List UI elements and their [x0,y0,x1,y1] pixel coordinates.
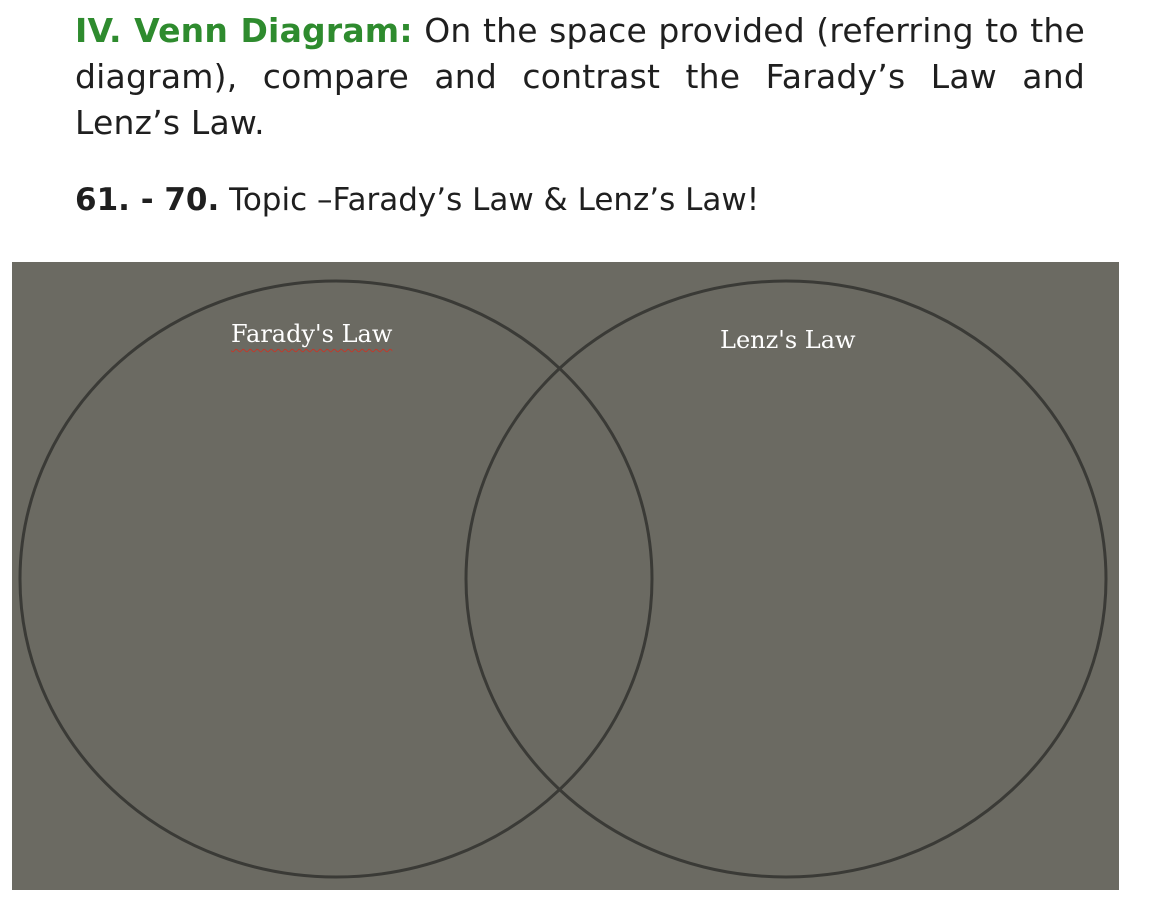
topic-text: Topic –Farady’s Law & Lenz’s Law! [229,182,760,218]
instructions-paragraph [75,8,1085,146]
venn-diagram-panel [12,262,1119,890]
item-numbers: 61. - 70. [75,182,220,218]
faraday-law-label: Farady's Law [231,320,393,348]
lenz-law-label: Lenz's Law [720,326,856,354]
topic-line [75,178,759,222]
venn-diagram [12,262,1119,890]
section-heading: IV. Venn Diagram: [75,11,413,50]
instructions-body: On the space provided (referring to the diagram), compare and contrast the Farady’s Law and Lenz’s Law. [75,11,1085,142]
